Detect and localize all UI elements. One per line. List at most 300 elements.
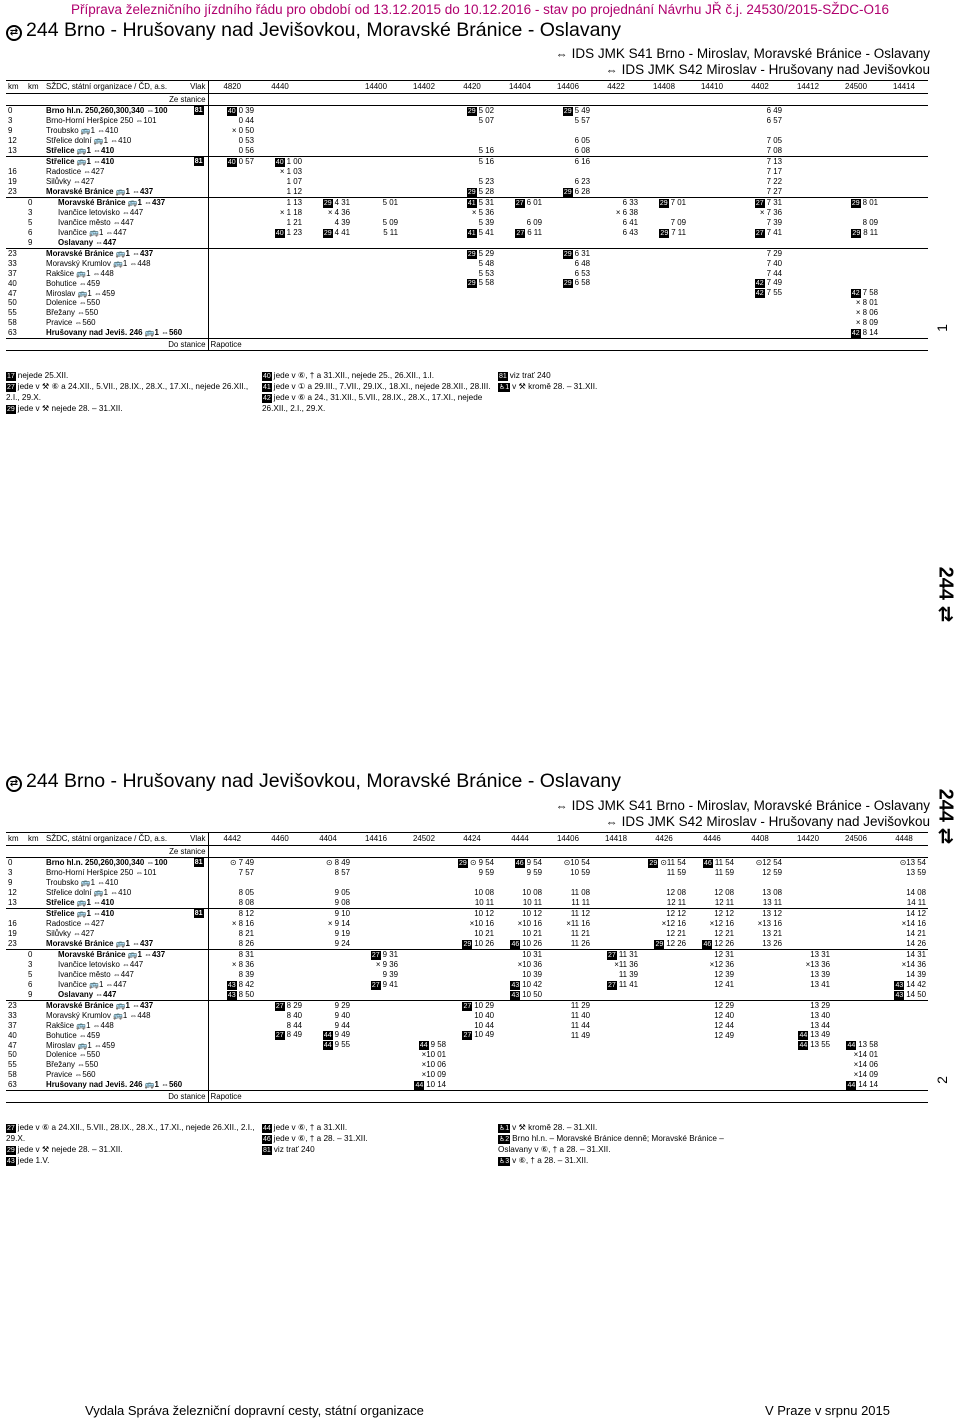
km-value: 40 [8,1030,17,1040]
time-cell [592,238,640,248]
station-label: Moravské Bránice 🚌1 ⇔437 [58,949,166,959]
time-cell [640,177,688,187]
time-cell [496,1030,544,1040]
time-cell [352,156,400,167]
time-cell: 9 19 [334,928,350,938]
time-cell [256,156,304,167]
km-value: 63 [6,328,26,339]
time-cell [592,908,640,918]
time-cell [544,106,592,117]
time-cell [256,980,304,990]
time-cell: ×11 36 [614,959,638,969]
km2-value [26,1000,44,1011]
km2-value: 5 [28,217,33,227]
note-marker: 29 [649,860,658,867]
time-cell: 7 13 [766,156,782,166]
table-row [6,888,928,898]
time-cell [400,939,448,950]
time-value: 8 14 [862,328,878,338]
time-cell: 5 57 [574,116,590,125]
km-value [6,980,26,990]
time-cell [448,288,496,298]
time-cell: 12 44 [714,1020,734,1030]
spacer [688,94,736,106]
time-cell [208,328,256,339]
time-value: 14 14 [858,1080,878,1090]
time-cell [640,187,688,198]
time-cell [688,1060,736,1070]
time-cell [496,116,544,126]
time-cell [592,1021,640,1031]
time-cell [208,269,256,279]
time-cell: 12 12 [714,908,734,918]
time-cell [256,888,304,898]
time-cell [832,177,880,187]
spacer [832,94,880,106]
time-cell: ×14 09 [853,1070,878,1080]
time-cell: 0 44 [238,116,254,125]
time-cell: 6 16 [574,156,590,166]
time-cell: 13 41 [810,979,830,989]
time-cell [688,1040,736,1050]
do-stanice-label: Do stanice [44,1091,208,1103]
km2-value [26,868,44,878]
station-label: Pravice ⇔560 [46,1070,96,1080]
spacer [736,846,784,858]
time-cell [688,248,736,259]
time-cell [352,888,400,898]
time-cell [592,980,640,990]
table-row [6,318,928,328]
time-value: 8 49 [286,1030,302,1040]
timetable-page-2 [6,832,928,1103]
time-cell [784,146,832,156]
time-cell [208,878,256,888]
time-cell [256,318,304,328]
time-cell [688,278,736,288]
time-cell [448,308,496,318]
station-name [44,248,208,259]
time-cell [304,288,352,298]
train-number: 4448 [880,833,928,846]
time-cell [448,1040,496,1050]
time-cell [400,858,448,869]
page-title [6,19,621,42]
time-cell [448,878,496,888]
time-value: 7 55 [766,288,782,298]
time-cell [784,1030,832,1040]
time-cell [304,1060,352,1070]
time-cell: 9 08 [304,898,352,908]
spacer [352,339,400,351]
km-value: 3 [8,868,13,877]
time-cell [304,136,352,146]
time-cell [832,1021,880,1031]
time-cell: 6 53 [574,268,590,278]
time-cell [592,298,640,308]
note-marker: ♿3 [499,1158,510,1165]
time-cell: 7 39 [766,217,782,227]
time-cell [400,156,448,167]
time-cell [352,1040,400,1050]
km2-header: km [26,833,44,846]
time-cell [880,878,928,888]
station-name [44,218,208,228]
km2-value [26,1080,44,1091]
spacer [496,94,544,106]
time-cell [400,269,448,279]
footnote [498,1155,733,1166]
time-cell: ⊙ 7 49 [229,858,254,868]
km-value: 50 [8,1050,17,1060]
time-cell: 7 09 [670,217,686,227]
time-cell [736,328,784,339]
time-cell [640,1030,688,1040]
time-cell [448,1080,496,1091]
station-label: Rakšice 🚌1 ⇔448 [46,1020,114,1030]
station-label: Břežany ⇔550 [46,308,99,318]
km2-value [26,146,44,156]
train-number: 4422 [592,81,640,94]
time-cell [688,187,736,198]
spacer [640,846,688,858]
time-cell: ×11 16 [566,918,590,928]
km-value: 55 [8,1060,17,1070]
time-cell [640,298,688,308]
time-cell [688,1050,736,1060]
station-name [44,318,208,328]
time-cell [592,106,640,117]
time-cell [880,1080,928,1091]
time-cell [784,298,832,308]
note-marker: 29 [467,250,476,258]
station-label: Hrušovany nad Jeviš. 246 🚌1 ⇔560 [46,328,183,338]
time-cell [544,126,592,136]
station-name [44,328,208,339]
time-cell: × 8 36 [231,959,254,969]
page-number-1: 1 [933,324,950,332]
spacer [736,339,784,351]
time-cell [880,308,928,318]
time-cell [688,878,736,888]
time-cell [256,1080,304,1091]
train-number: 14412 [784,81,832,94]
station-label: Střelice dolní 🚌1 ⇔410 [46,135,132,145]
station-name [44,1000,208,1011]
time-cell: 0 56 [208,146,256,156]
ze-stanice-label: Ze stanice [44,94,208,106]
km2-value [26,167,44,177]
time-cell [784,136,832,146]
note-marker: 42 [851,290,860,298]
time-cell [400,308,448,318]
time-cell [496,980,544,990]
km-value [6,949,26,960]
time-cell [880,980,928,990]
time-cell [688,126,736,136]
time-cell: 9 24 [304,939,352,950]
time-cell [496,308,544,318]
note-marker: ♿1 [499,384,510,391]
time-value: 5 49 [574,106,590,115]
station-name [44,278,208,288]
time-cell [400,208,448,218]
km2-value: 9 [26,238,44,248]
side-label-244-b [933,789,958,845]
spacer [496,339,544,351]
time-cell [448,248,496,259]
time-cell [304,1080,352,1091]
train-icon: ⇄ [6,776,22,792]
time-cell [448,187,496,198]
table-row [6,136,928,146]
time-cell [304,328,352,339]
note-marker: 41 [263,384,271,391]
station-label: Brno-Horní Heršpice 250 ⇔101 [46,868,157,877]
ids-line-s42 [556,814,930,830]
time-value: 0 39 [238,106,254,115]
time-cell [400,908,448,918]
km-value: 12 [8,887,17,897]
time-cell [352,980,400,990]
time-cell [352,1011,400,1021]
notes-column [498,370,733,414]
table-row [6,878,928,888]
train-number: 14406 [544,81,592,94]
ids-line-s42-text: IDS JMK S42 Miroslav - Hrušovany nad Jevišovkou [621,62,930,77]
table-row [6,1080,928,1091]
time-cell [544,960,592,970]
km2-value: 9 [26,990,44,1001]
station-name [44,1060,208,1070]
time-cell [448,1030,496,1040]
km-header: km [6,81,26,94]
time-cell [592,1030,640,1040]
note-marker: 44 [799,1032,808,1040]
km-value [6,970,26,980]
time-cell: 6 43 [622,227,638,237]
time-cell [496,228,544,238]
time-cell [496,156,544,167]
time-cell [640,269,688,279]
time-cell [400,318,448,328]
footnote-text: viz trať 240 [509,371,551,380]
time-cell [352,126,400,136]
table-row [6,248,928,259]
spacer [448,339,496,351]
station-name [44,146,208,156]
km-value: 33 [8,258,17,268]
km2-value [26,929,44,939]
time-cell [688,106,736,117]
time-value: ⊙11 54 [660,858,686,867]
km2-value: 3 [28,959,33,969]
time-cell: 14 39 [906,969,926,979]
station-name [44,908,208,918]
time-value: 8 11 [863,227,878,237]
table-row [6,1050,928,1060]
time-cell [736,1060,784,1070]
page-title-2 [6,770,621,793]
do-stanice-label: Do stanice [44,339,208,351]
time-cell: ×12 16 [661,918,686,928]
time-cell [592,248,640,259]
time-cell [400,116,448,126]
time-cell [592,308,640,318]
time-cell: ×12 16 [709,918,734,928]
time-cell [352,939,400,950]
time-cell [208,106,256,117]
spacer [448,94,496,106]
note-marker: 29 [655,940,664,948]
time-value: 10 26 [522,938,542,948]
time-cell [832,197,880,208]
train-number: 4426 [640,833,688,846]
spacer [736,1091,784,1103]
footnote [6,370,256,381]
time-cell [832,858,880,869]
time-cell [400,248,448,259]
note-marker: 27 [755,229,764,237]
time-cell [304,228,352,238]
time-cell [688,208,736,218]
time-cell [736,990,784,1001]
footnote-text: jede v ⑥, † a 31.XII., nejede 25., 26.XII., 1.I. [273,371,435,380]
time-cell [496,177,544,187]
train-number: 14414 [880,81,928,94]
station-label: Ivančice letovisko ⇔447 [58,959,144,969]
table-row [6,929,928,939]
note-marker: 46 [515,860,524,867]
time-cell: 6 08 [544,146,592,156]
station-label: Ivančice 🚌1 ⇔447 [58,979,127,989]
time-cell [832,1000,880,1011]
km-value [6,990,26,1001]
time-cell [784,929,832,939]
time-cell [784,898,832,908]
km2-value: 0 [28,197,33,207]
time-cell [304,970,352,980]
time-cell [592,878,640,888]
train-number: 4424 [448,833,496,846]
km2-value [26,248,44,259]
time-cell [688,288,736,298]
time-cell: 12 41 [714,979,734,989]
time-cell [832,259,880,269]
station-name [44,177,208,187]
spacer [26,846,44,858]
time-cell [352,328,400,339]
time-cell [784,1070,832,1080]
time-cell [592,328,640,339]
rapotice-label: Rapotice [208,339,304,351]
note-marker: 42 [263,395,271,402]
time-cell [400,919,448,929]
time-cell: 7 22 [766,176,782,186]
spacer [208,94,256,106]
time-cell [208,298,256,308]
station-name [44,1040,208,1050]
time-cell [880,1030,928,1040]
time-cell [400,167,448,177]
time-cell: 12 31 [714,949,734,959]
train-number: 4446 [688,833,736,846]
time-cell [880,197,928,208]
note-marker: 42 [755,280,764,288]
time-value: 5 02 [478,106,494,115]
time-cell [208,278,256,288]
time-cell [496,878,544,888]
time-cell [880,278,928,288]
time-cell [496,1021,544,1031]
station-label: Moravské Bránice 🚌1 ⇔437 [46,248,154,258]
time-cell [784,259,832,269]
time-cell [544,278,592,288]
time-cell [880,106,928,117]
time-cell [880,990,928,1001]
station-label: Ivančice letovisko ⇔447 [58,207,144,217]
time-cell [880,248,928,259]
time-cell [832,116,880,126]
train-number: 14416 [352,833,400,846]
time-cell [832,187,880,198]
time-cell [448,197,496,208]
station-name [44,980,208,990]
time-cell: 1 21 [286,217,302,227]
spacer [640,339,688,351]
time-cell: 14 31 [906,949,926,959]
time-cell [640,1021,688,1031]
side-label-text: 244 [934,788,957,823]
footnote-text: v ⑥, † a 28. – 31.XII. [512,1156,589,1165]
footnote [262,370,492,381]
km2-value [26,106,44,117]
time-cell [256,146,304,156]
time-cell [544,970,592,980]
time-value: 13 55 [810,1040,830,1050]
time-cell [496,1060,544,1070]
time-cell [256,278,304,288]
time-cell: 13 40 [810,1010,830,1020]
note-marker: 40 [227,158,236,166]
time-cell [208,187,256,198]
km2-value [26,308,44,318]
time-cell: 9 05 [334,887,350,897]
time-cell: 13 39 [810,969,830,979]
time-cell [832,146,880,156]
time-cell [736,949,784,960]
time-cell [736,960,784,970]
ids-line-s42 [556,62,930,78]
time-cell [688,116,736,126]
time-cell [832,960,880,970]
time-cell [592,278,640,288]
km-header: km [6,833,26,846]
km2-value [26,278,44,288]
time-cell: 13 26 [736,939,784,950]
time-cell [400,136,448,146]
time-cell [736,278,784,288]
station-name [44,197,208,208]
time-cell [832,278,880,288]
km2-value [26,259,44,269]
km2-value [26,898,44,908]
side-label-text: 244 [934,566,957,601]
time-cell [352,248,400,259]
time-cell [784,1080,832,1091]
station-name [44,116,208,126]
time-cell [496,288,544,298]
